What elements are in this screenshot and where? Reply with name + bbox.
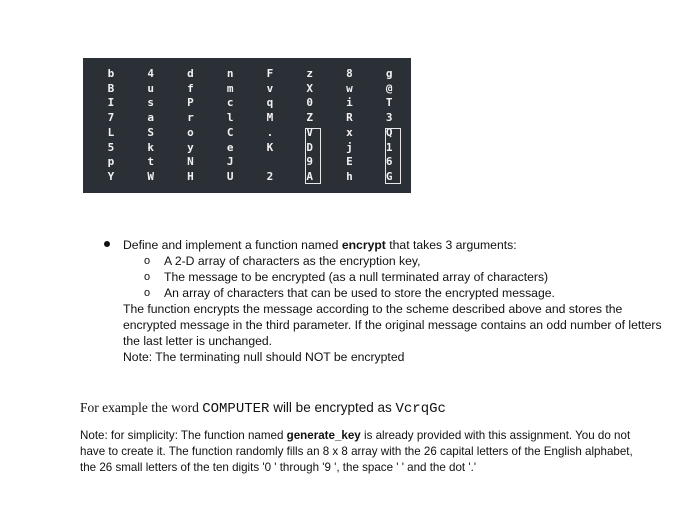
key-grid — [91, 66, 409, 184]
argument-text: A 2-D array of characters as the encryption key, — [164, 254, 421, 268]
argument-item — [104, 269, 664, 285]
key-cell: 2 — [266, 170, 274, 184]
key-cell: J — [226, 155, 234, 169]
key-cell: E — [346, 155, 353, 169]
key-cell: u — [147, 81, 154, 95]
key-cell: z — [306, 66, 313, 80]
key-cell: R — [346, 111, 353, 125]
sub-bullet-icon: o — [144, 287, 151, 299]
key-cell: e — [226, 140, 234, 154]
note-function-name: generate_key — [286, 429, 361, 442]
key-cell: d — [187, 66, 194, 80]
argument-item — [104, 285, 664, 301]
key-cell: F — [266, 66, 274, 80]
key-cell: 3 — [385, 111, 393, 125]
key-cell: K — [266, 140, 274, 154]
key-cell: 5 — [107, 140, 115, 154]
key-cell: I — [107, 96, 115, 110]
function-description — [104, 301, 664, 365]
key-cell: C — [226, 125, 234, 139]
sub-bullet-icon: o — [144, 271, 151, 283]
key-cell: U — [226, 170, 234, 184]
key-cell: t — [147, 155, 154, 169]
key-cell: c — [226, 96, 234, 110]
key-cell: h — [346, 170, 353, 184]
key-cell: P — [187, 96, 194, 110]
key-cell: a — [147, 111, 154, 125]
key-cell: o — [187, 125, 194, 139]
example-word: COMPUTER — [202, 401, 270, 417]
key-cell: 6 — [385, 155, 393, 169]
key-cell: G — [385, 170, 393, 184]
argument-list — [104, 253, 664, 301]
key-cell: k — [147, 140, 154, 154]
function-name: encrypt — [341, 238, 386, 252]
example-text: For example the word — [80, 400, 203, 415]
description-note: Note: The terminating null should NOT be encrypted — [123, 350, 405, 364]
key-cell: 4 — [147, 66, 154, 80]
key-cell: L — [107, 125, 115, 139]
key-cell: s — [147, 96, 154, 110]
function-spec — [104, 237, 664, 365]
note-text: Note: for simplicity: The function named — [80, 429, 287, 442]
simplicity-note — [80, 428, 640, 476]
key-cell: B — [107, 81, 115, 95]
key-cell: A — [306, 170, 313, 184]
key-cell — [250, 155, 290, 170]
key-cell: @ — [385, 81, 393, 95]
encryption-key-image — [83, 58, 411, 193]
key-cell: y — [187, 140, 194, 154]
key-cell: S — [147, 125, 154, 139]
argument-text: An array of characters that can be used to store the encrypted message. — [164, 286, 555, 300]
key-cell: M — [266, 111, 274, 125]
key-cell: n — [226, 66, 234, 80]
key-cell: m — [226, 81, 234, 95]
key-cell: g — [385, 66, 393, 80]
key-cell: Y — [107, 170, 115, 184]
key-cell: 1 — [385, 140, 393, 154]
key-cell: q — [266, 96, 274, 110]
sub-bullet-icon: o — [144, 255, 151, 267]
intro-text-end: that takes 3 arguments: — [385, 238, 517, 252]
key-cell: l — [226, 111, 234, 125]
key-cell: r — [187, 111, 194, 125]
key-cell: f — [187, 81, 194, 95]
description-paragraph: The function encrypts the message according to the scheme described above and stores the encrypted message in the third parameter. If the original message contains an odd number of letters the last letter is unchanged. — [123, 302, 662, 348]
bullet-dot-icon — [104, 241, 110, 247]
argument-text: The message to be encrypted (as a null terminated array of characters) — [164, 270, 549, 284]
key-cell: Q — [385, 125, 393, 139]
key-cell: D — [306, 140, 313, 154]
bullet-item — [104, 237, 664, 253]
key-cell: x — [346, 125, 353, 139]
key-cell: 8 — [346, 66, 353, 80]
example-text-mid: will be encrypted as — [269, 400, 396, 415]
key-cell: i — [346, 96, 353, 110]
key-cell: 9 — [306, 155, 313, 169]
key-cell: W — [147, 170, 154, 184]
key-cell: 7 — [107, 111, 115, 125]
key-cell: V — [306, 125, 313, 139]
intro-text: Define and implement a function named — [123, 238, 342, 252]
key-cell: . — [266, 125, 274, 139]
note-paragraph — [80, 428, 640, 476]
key-cell: T — [385, 96, 393, 110]
argument-item — [104, 253, 664, 269]
note-text-end: is already provided with this assignment. You do not have to create it. The function randomly fills an 8 x 8 array with the 26 capital letters of the English alphabet, the 26 small letters of the ten digits '0 ' through '9 ', the space ' ' and the dot '.' — [80, 429, 633, 474]
key-cell: 0 — [306, 96, 313, 110]
example-result: VcrqGc — [395, 401, 446, 417]
key-cell: X — [306, 81, 313, 95]
key-cell: p — [107, 155, 115, 169]
key-cell: v — [266, 81, 274, 95]
key-cell: H — [187, 170, 194, 184]
key-cell: N — [187, 155, 194, 169]
key-cell: b — [107, 66, 115, 80]
example-line — [80, 400, 446, 417]
key-cell: w — [346, 81, 353, 95]
key-cell: j — [346, 140, 353, 154]
key-cell: Z — [306, 111, 313, 125]
